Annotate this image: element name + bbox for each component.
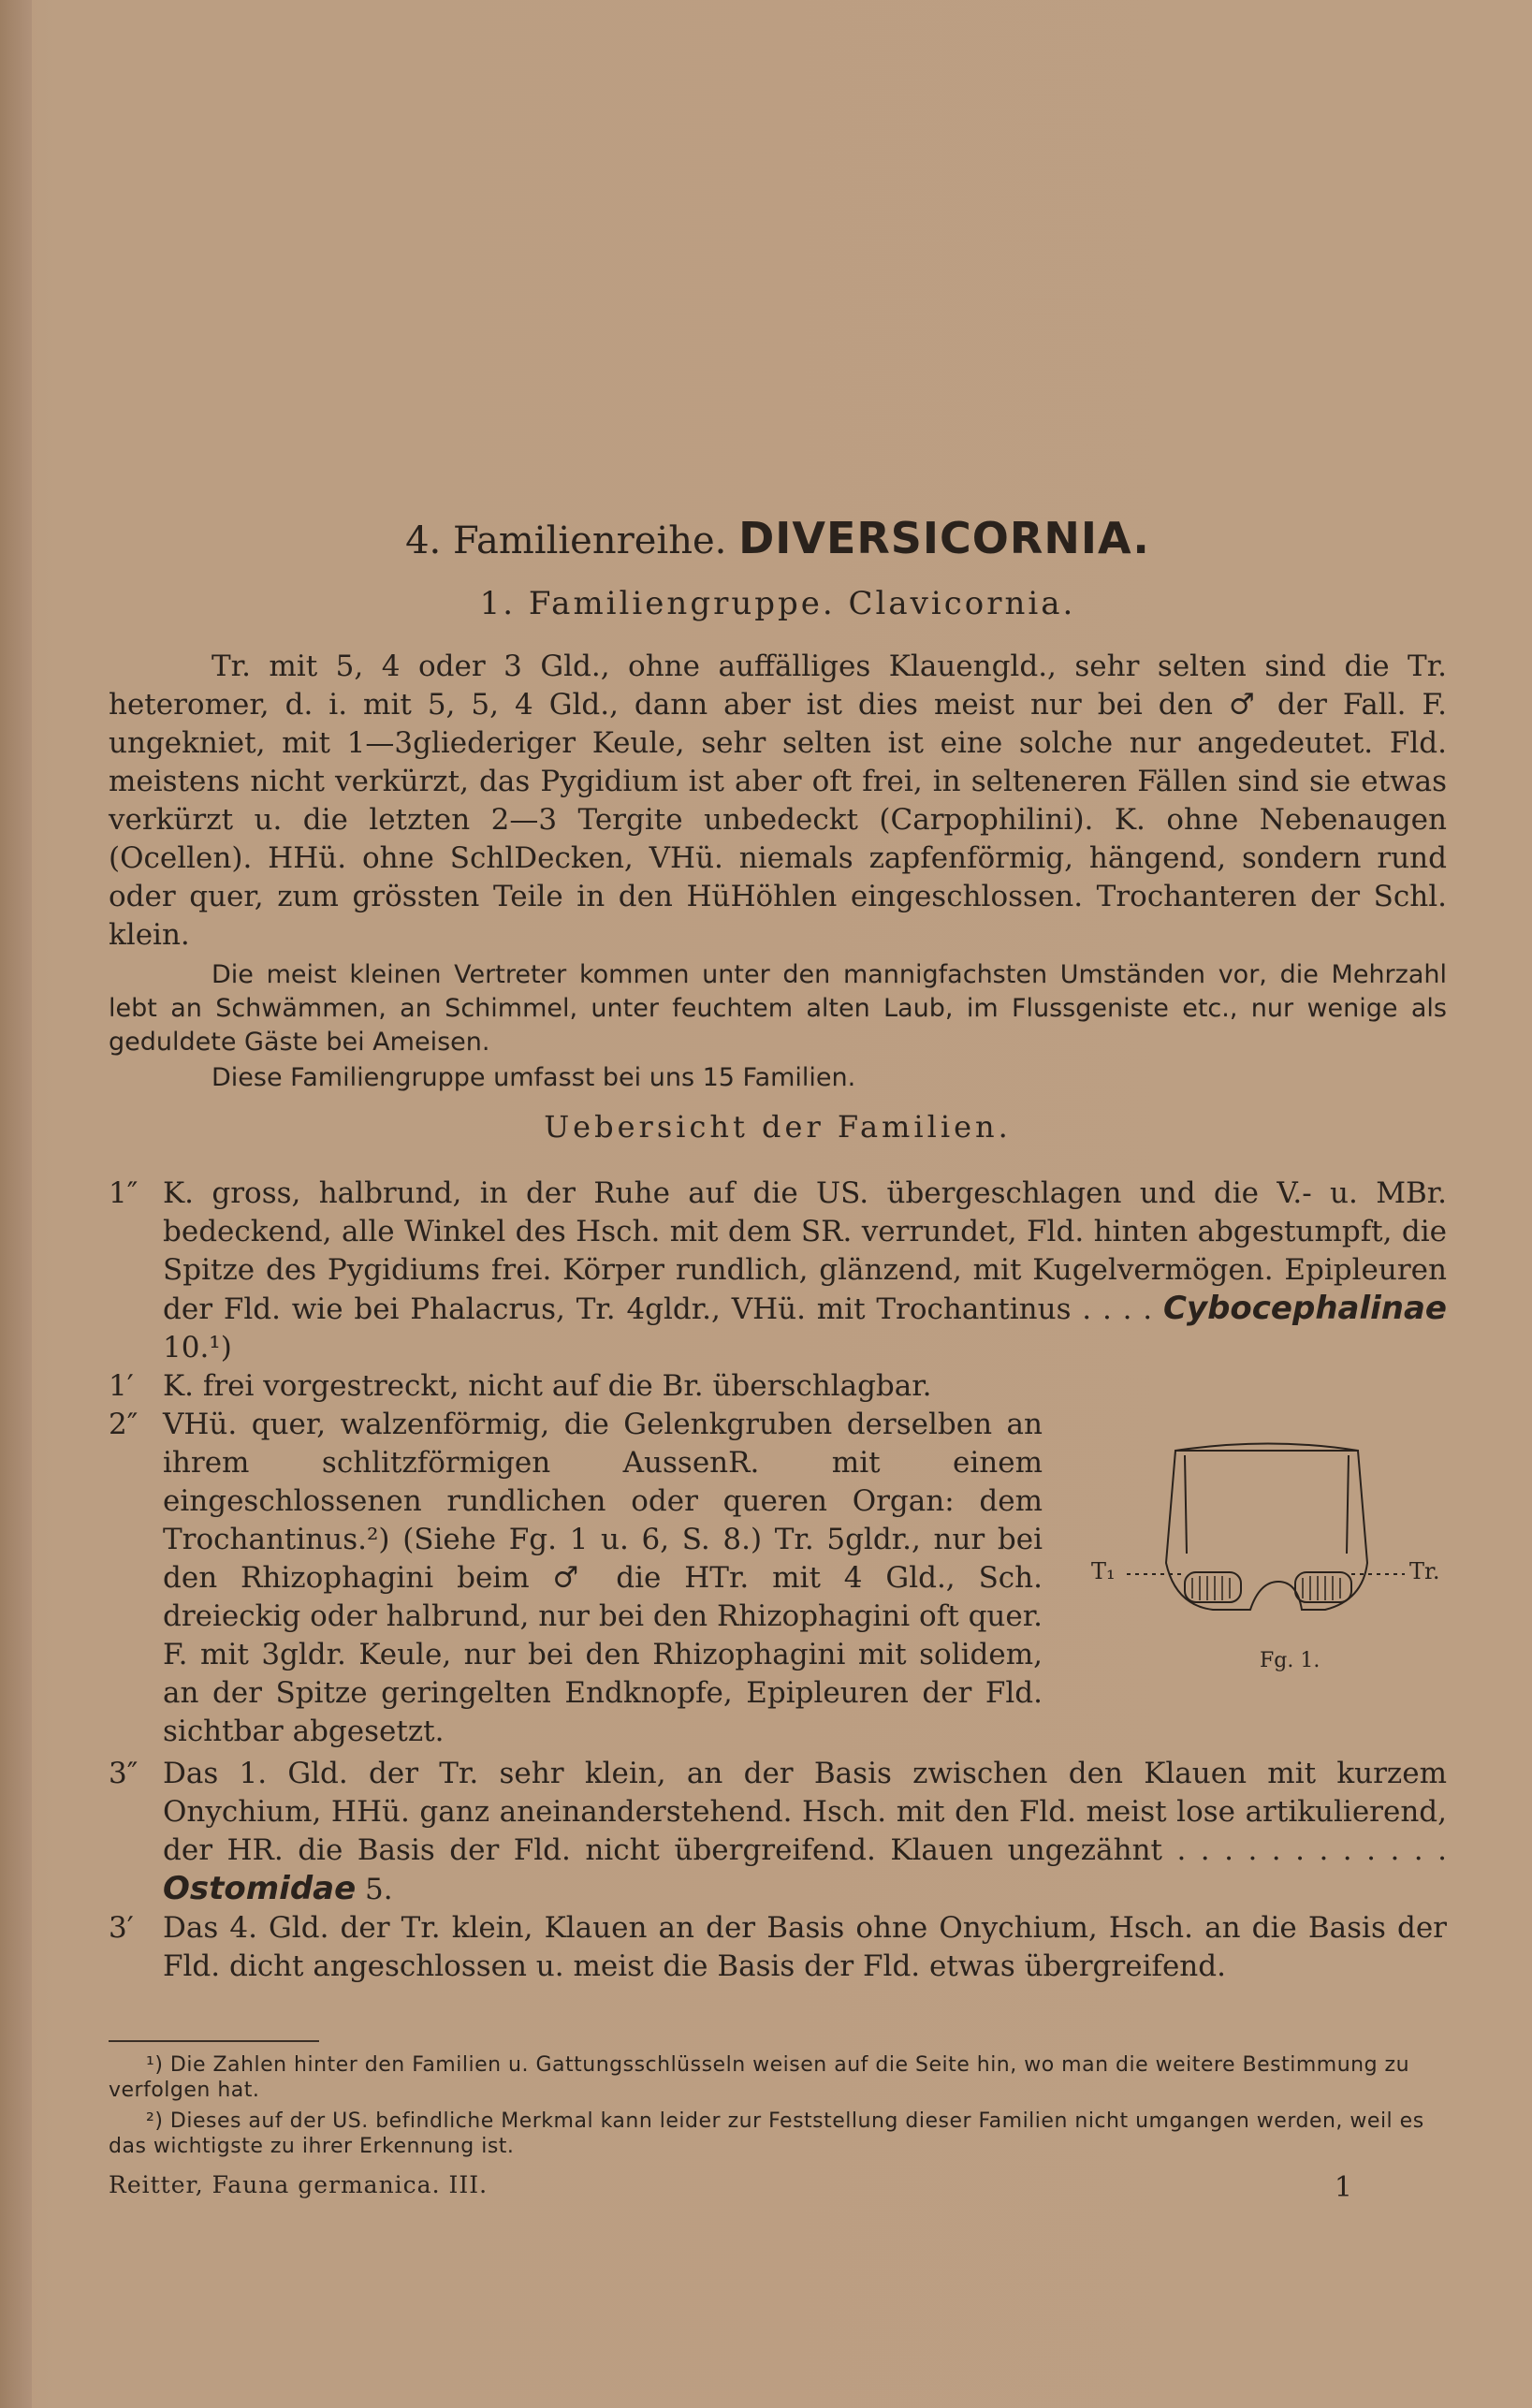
family-name: Cybocephalinae (1162, 1290, 1447, 1327)
title-main: DIVERSICORNIA. (738, 513, 1150, 563)
book-spine-edge (0, 0, 32, 2408)
figure-label-left: T₁ (1091, 1558, 1116, 1584)
overview-heading: Uebersicht der Familien. (544, 1109, 1012, 1145)
title-prefix: 4. Familienreihe. (405, 519, 727, 562)
subtitle: 1. Familiengruppe. Clavicornia. (479, 585, 1076, 622)
entry-number: 3′ (109, 1911, 134, 1945)
trochantinus-drawing (1082, 1432, 1475, 1675)
figure-label-right: Tr. (1409, 1558, 1440, 1584)
key-entry-3b (109, 1909, 1447, 1986)
key-entry-1b (109, 1367, 1447, 1406)
family-page: 10.¹) (163, 1331, 232, 1365)
entry-number: 2″ (109, 1408, 139, 1441)
footnote-divider (109, 2040, 319, 2042)
figure-caption: Fg. 1. (1260, 1649, 1320, 1672)
habitat-paragraph: Die meist kleinen Vertreter kommen unter den mannigfachsten Umständen vor, die Mehrzahl lebt an Schwämmen, an Schimmel, unter feuchtem alten Laub, im Flussgeniste etc., nur wenige als geduldete Gäste bei Ameisen. (109, 960, 1447, 1057)
figure-1 (1082, 1432, 1475, 1675)
footnote-1: ¹) Die Zahlen hinter den Familien u. Gattungsschlüsseln weisen auf die Seite hin, wo man die weitere Bestimmung zu verfolgen hat. (109, 2053, 1410, 2102)
key-entry-1a (109, 1175, 1447, 1367)
footnote-2: ²) Dieses auf der US. befindliche Merkmal kann leider zur Feststellung dieser Familien nicht umgangen werden, weil es das wichtigste zu ihrer Erkennung ist. (109, 2109, 1424, 2158)
family-page: 5. (365, 1873, 393, 1906)
entry-text: Das 1. Gld. der Tr. sehr klein, an der Basis zwischen den Klauen mit kurzem Onychium, HHü. ganz aneinanderstehend. Hsch. mit den Fld. meist lose artikulierend, der HR. die Basis der Fld. nicht übergreifend. Klauen ungezähnt . . . . . . . . . . . . (163, 1757, 1447, 1867)
page-title (109, 505, 1447, 574)
family-name: Ostomidae (163, 1870, 357, 1907)
entry-number: 1′ (109, 1369, 134, 1403)
footer-source: Reitter, Fauna germanica. III. (109, 2171, 489, 2198)
entry-text: VHü. quer, walzenförmig, die Gelenkgruben derselben an ihrem schlitzförmigen AussenR. mit einem eingeschlossenen rundlichen oder queren Organ: dem Trochantinus.²) (Siehe Fg. 1 u. 6, S. 8.) Tr. 5gldr., nur bei den Rhizophagini beim ♂ die HTr. mit 4 Gld., Sch. dreieckig oder halbrund, nur bei den Rhizophagini oft quer. F. mit 3gldr. Keule, nur bei den Rhizophagini mit solidem, an der Spitze geringelten Endknopfe, Epipleuren der Fld. sichtbar abgesetzt. (163, 1408, 1043, 1748)
entry-number: 1″ (109, 1176, 139, 1210)
entry-number: 3″ (109, 1757, 139, 1790)
entry-text: Das 4. Gld. der Tr. klein, Klauen an der Basis ohne Onychium, Hsch. an die Basis der Fld. dicht angeschlossen u. meist die Basis der Fld. etwas übergreifend. (163, 1911, 1447, 1983)
page-number: 1 (1334, 2171, 1353, 2204)
page-footer (109, 2171, 1447, 2204)
key-entry-2a (109, 1406, 1044, 1751)
entry-text: K. gross, halbrund, in der Ruhe auf die US. übergeschlagen und die V.- u. MBr. bedeckend, alle Winkel des Hsch. mit dem SR. verrundet, Fld. hinten abgestumpft, die Spitze des Pygidiums frei. Körper rundlich, glänzend, mit Kugelvermögen. Epipleuren der Fld. wie bei Phalacrus, Tr. 4gldr., VHü. mit Trochantinus . . . . (163, 1176, 1447, 1326)
intro-paragraph: Tr. mit 5, 4 oder 3 Gld., ohne auffälliges Klauengld., sehr selten sind die Tr. heteromer, d. i. mit 5, 5, 4 Gld., dann aber ist dies meist nur bei den ♂ der Fall. F. ungekniet, mit 1—3gliederiger Keule, sehr selten ist eine solche nur angedeutet. Fld. meistens nicht verkürzt, das Pygidium ist aber oft frei, in selteneren Fällen sind sie etwas verkürzt u. die letzten 2—3 Tergite unbedeckt (Carpophilini). K. ohne Nebenaugen (Ocellen). HHü. ohne SchlDecken, VHü. niemals zapfenförmig, hängend, sondern rund oder quer, zum grössten Teile in den HüHöhlen eingeschlossen. Trochanteren der Schl. klein. (109, 649, 1447, 952)
count-paragraph: Diese Familiengruppe umfasst bei uns 15 Familien. (212, 1063, 856, 1092)
key-entry-3a (109, 1755, 1447, 1909)
entry-text: K. frei vorgestreckt, nicht auf die Br. überschlagbar. (163, 1369, 932, 1403)
